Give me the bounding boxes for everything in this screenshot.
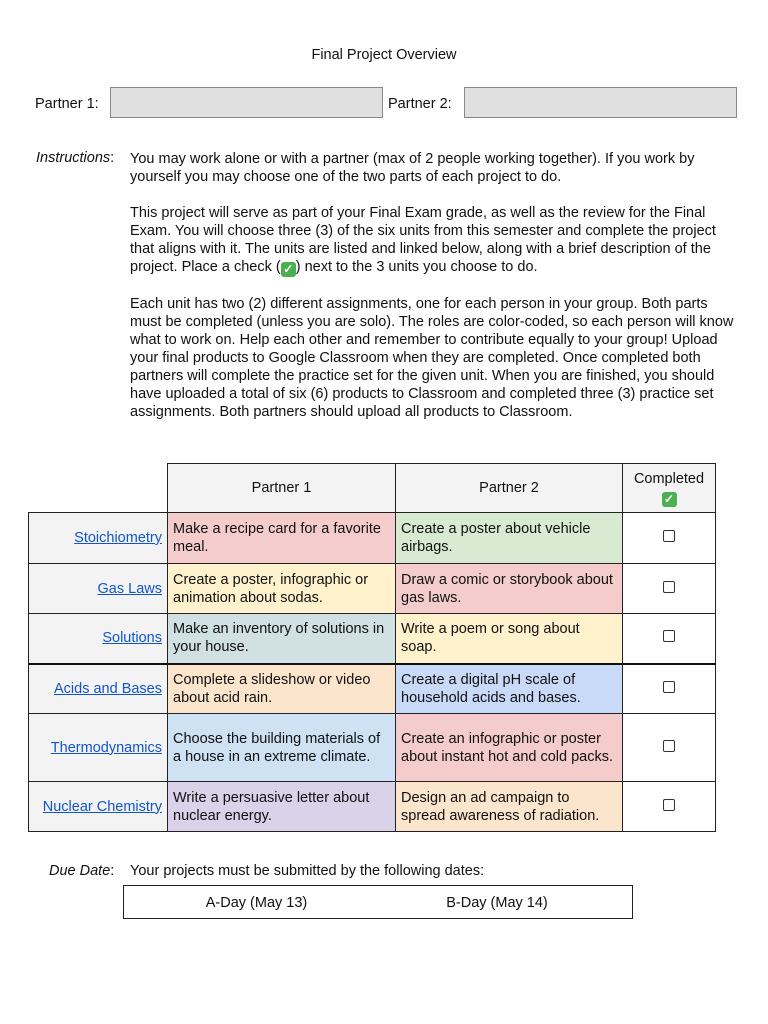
partner2-task: Create a poster about vehicle airbags.	[396, 513, 623, 564]
partner1-task: Write a persuasive letter about nuclear energy.	[168, 782, 396, 832]
check-mark-icon: ✓	[281, 262, 296, 277]
instructions-paragraph-3: Each unit has two (2) different assignments, one for each person in your group. Both parts must be completed (unless you are solo). The roles are color-coded, so each person will know what to work on. Help each other and remember to contribute equally to your group! Upload your final products to Google Classroom when they are completed. Once completed both partners will complete the practice set for the given unit. When you are finished, you should have uploaded a total of six (6) products to Classroom and completed three (3) practice set assignments. Both partners should upload all products to Classroom.	[130, 296, 734, 420]
partner1-task: Complete a slideshow or video about acid rain.	[168, 664, 396, 714]
partner1-task: Create a poster, infographic or animation about sodas.	[168, 564, 396, 614]
header-blank-cell	[29, 464, 168, 513]
unit-link-gas-laws[interactable]: Gas Laws	[97, 580, 162, 597]
table-row	[29, 614, 716, 664]
table-row	[29, 513, 716, 564]
completed-checkbox[interactable]	[663, 740, 675, 752]
completed-checkbox[interactable]	[663, 681, 675, 693]
completed-cell	[623, 714, 716, 782]
b-day-date: B-Day (May 14)	[446, 895, 548, 911]
unit-link-solutions[interactable]: Solutions	[102, 630, 162, 647]
completed-cell	[623, 564, 716, 614]
due-date-text: Your projects must be submitted by the following dates:	[130, 863, 485, 879]
check-mark-icon: ✓	[662, 492, 677, 507]
completed-cell	[623, 614, 716, 664]
a-day-date: A-Day (May 13)	[205, 895, 308, 911]
table-row	[29, 714, 716, 782]
completed-checkbox[interactable]	[663, 581, 675, 593]
unit-link-nuclear-chemistry[interactable]: Nuclear Chemistry	[42, 798, 162, 815]
partner2-label: Partner 2:	[388, 96, 452, 112]
partner2-task: Create a digital pH scale of household acids and bases.	[396, 664, 623, 714]
instructions-paragraph-1: You may work alone or with a partner (max of 2 people working together). If you work by yourself you may choose one of the two parts of each project to do.	[130, 151, 695, 185]
partner2-task: Design an ad campaign to spread awareness of radiation.	[396, 782, 623, 832]
partner1-label: Partner 1:	[35, 96, 99, 112]
partner-row	[35, 87, 737, 120]
table-header-row	[29, 464, 716, 513]
partner2-task: Write a poem or song about soap.	[396, 614, 623, 664]
instructions-body	[130, 150, 740, 439]
due-dates-table	[123, 885, 633, 919]
unit-cell	[29, 513, 168, 564]
header-partner1: Partner 1	[168, 464, 396, 513]
completed-cell	[623, 664, 716, 714]
partner1-field[interactable]	[110, 87, 383, 118]
unit-link-stoichiometry[interactable]: Stoichiometry	[74, 530, 162, 546]
due-date-label: Due Date:	[49, 863, 115, 879]
unit-link-thermodynamics[interactable]: Thermodynamics	[50, 739, 162, 756]
partner1-task: Choose the building materials of a house in an extreme climate.	[168, 714, 396, 782]
table-row	[29, 564, 716, 614]
unit-cell	[29, 782, 168, 832]
completed-cell	[623, 782, 716, 832]
instructions-label: Instructions:	[36, 150, 115, 166]
header-completed: Completed ✓	[623, 464, 716, 513]
unit-cell	[29, 564, 168, 614]
header-partner2: Partner 2	[396, 464, 623, 513]
partner2-field[interactable]	[464, 87, 737, 118]
completed-checkbox[interactable]	[663, 530, 675, 542]
instructions-paragraph-2: This project will serve as part of your Final Exam grade, as well as the review for the Final Exam. You will choose three (3) of the six units from this semester and complete the project that aligns with it. The units are listed and linked below, along with a brief description of the project. Place a check ( ✓ ) next to the 3 units you choose to do.	[130, 205, 716, 276]
completed-checkbox[interactable]	[663, 630, 675, 642]
completed-checkbox[interactable]	[663, 799, 675, 811]
document-title: Final Project Overview	[311, 47, 457, 63]
table-row	[29, 664, 716, 714]
partner2-task: Draw a comic or storybook about gas laws.	[396, 564, 623, 614]
units-table	[28, 463, 716, 832]
completed-cell	[623, 513, 716, 564]
table-row	[29, 782, 716, 832]
partner1-task: Make a recipe card for a favorite meal.	[168, 513, 396, 564]
unit-cell	[29, 664, 168, 714]
unit-cell	[29, 614, 168, 664]
partner2-task: Create an infographic or poster about instant hot and cold packs.	[396, 714, 623, 782]
unit-cell	[29, 714, 168, 782]
unit-link-acids-and-bases[interactable]: Acids and Bases	[53, 680, 162, 697]
partner1-task: Make an inventory of solutions in your house.	[168, 614, 396, 664]
